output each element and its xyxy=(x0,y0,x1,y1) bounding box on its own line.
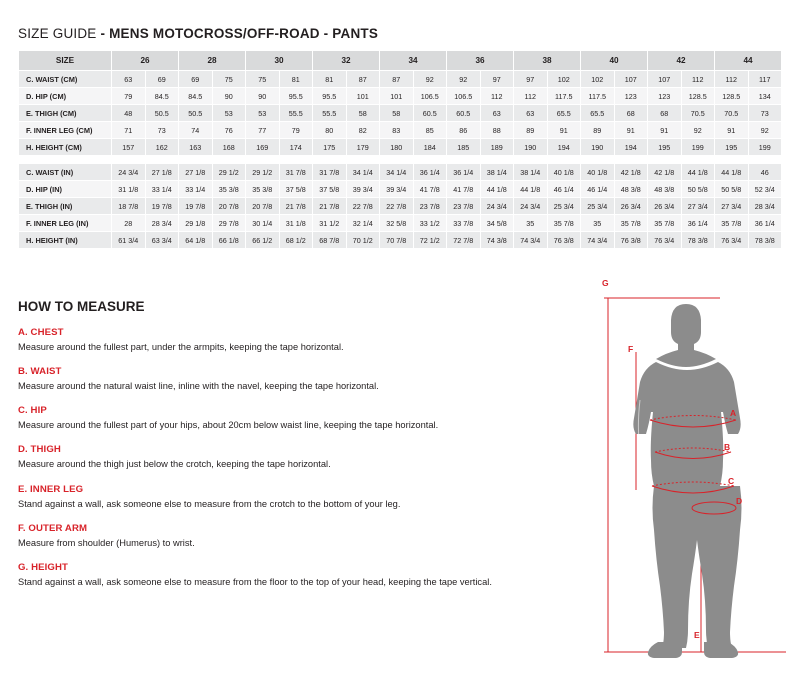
size-column-header: 34 xyxy=(380,51,447,71)
measurement-cell: 77 xyxy=(246,122,280,139)
measurement-cell: 74 3/4 xyxy=(514,232,548,249)
measure-instruction xyxy=(18,444,598,470)
measurement-cell: 30 1/4 xyxy=(246,215,280,232)
measurement-cell: 44 1/8 xyxy=(681,164,715,181)
measurement-cell: 180 xyxy=(380,139,414,156)
measurement-cell: 92 xyxy=(748,122,782,139)
table-row xyxy=(19,139,782,156)
figure-label-d: D xyxy=(736,496,743,506)
measurement-cell: 31 1/8 xyxy=(279,215,313,232)
measurement-cell: 34 5/8 xyxy=(480,215,514,232)
measurement-cell: 87 xyxy=(380,71,414,88)
measurement-cell: 92 xyxy=(447,71,481,88)
size-column-header: 32 xyxy=(313,51,380,71)
measurement-row-label: E. THIGH (CM) xyxy=(19,105,112,122)
measurement-cell: 195 xyxy=(648,139,682,156)
measurement-cell: 63 xyxy=(480,105,514,122)
measurement-cell: 32 1/4 xyxy=(346,215,380,232)
measurement-cell: 76 3/4 xyxy=(648,232,682,249)
measurement-cell: 69 xyxy=(179,71,213,88)
measurement-cell: 36 1/4 xyxy=(748,215,782,232)
measurement-cell: 24 3/4 xyxy=(480,198,514,215)
table-section-spacer xyxy=(19,156,782,164)
measurement-cell: 46 1/4 xyxy=(547,181,581,198)
measurement-cell: 63 3/4 xyxy=(145,232,179,249)
measurement-cell: 48 3/8 xyxy=(648,181,682,198)
measure-instruction-text: Measure around the fullest part, under the armpits, keeping the tape horizontal. xyxy=(18,342,344,352)
measurement-cell: 168 xyxy=(212,139,246,156)
measurement-cell: 42 1/8 xyxy=(614,164,648,181)
measurement-cell: 69 xyxy=(145,71,179,88)
measurement-cell: 90 xyxy=(246,88,280,105)
measurement-cell: 28 xyxy=(112,215,146,232)
measurement-cell: 44 1/8 xyxy=(514,181,548,198)
measurement-row-label: F. INNER LEG (IN) xyxy=(19,215,112,232)
measurement-cell: 37 5/8 xyxy=(313,181,347,198)
measure-instruction xyxy=(18,405,598,431)
measure-instruction-list xyxy=(18,327,598,601)
measurement-cell: 22 7/8 xyxy=(346,198,380,215)
table-row xyxy=(19,198,782,215)
measurement-cell: 36 1/4 xyxy=(681,215,715,232)
measurement-cell: 86 xyxy=(447,122,481,139)
measurement-cell: 174 xyxy=(279,139,313,156)
measure-instruction xyxy=(18,484,598,510)
measurement-cell: 106.5 xyxy=(447,88,481,105)
measurement-cell: 64 1/8 xyxy=(179,232,213,249)
measurement-cell: 35 7/8 xyxy=(547,215,581,232)
measurement-cell: 44 1/8 xyxy=(480,181,514,198)
measurement-cell: 97 xyxy=(480,71,514,88)
measurement-cell: 112 xyxy=(715,71,749,88)
measurement-cell: 90 xyxy=(212,88,246,105)
measure-instruction-title: D. THIGH xyxy=(18,444,61,456)
measurement-cell: 35 7/8 xyxy=(715,215,749,232)
size-column-header: 28 xyxy=(179,51,246,71)
measurement-cell: 81 xyxy=(279,71,313,88)
measurement-cell: 37 5/8 xyxy=(279,181,313,198)
measurement-cell: 29 1/8 xyxy=(179,215,213,232)
measurement-cell: 41 7/8 xyxy=(413,181,447,198)
page-title-suffix: - MENS MOTOCROSS/OFF-ROAD - PANTS xyxy=(100,26,379,41)
measurement-cell: 84.5 xyxy=(179,88,213,105)
measurement-cell: 91 xyxy=(648,122,682,139)
measure-instruction-title: E. INNER LEG xyxy=(18,483,84,495)
measurement-cell: 46 1/4 xyxy=(581,181,615,198)
measurement-cell: 185 xyxy=(447,139,481,156)
measurement-cell: 50 5/8 xyxy=(681,181,715,198)
figure-label-f: F xyxy=(628,344,634,354)
measurement-cell: 31 1/2 xyxy=(313,215,347,232)
measurement-cell: 35 xyxy=(514,215,548,232)
measurement-cell: 128.5 xyxy=(715,88,749,105)
measurement-cell: 50 5/8 xyxy=(715,181,749,198)
measurement-cell: 70 7/8 xyxy=(380,232,414,249)
measurement-cell: 85 xyxy=(413,122,447,139)
measurement-cell: 68 xyxy=(648,105,682,122)
measurement-cell: 65.5 xyxy=(581,105,615,122)
measurement-cell: 21 7/8 xyxy=(279,198,313,215)
measurement-cell: 48 3/8 xyxy=(614,181,648,198)
measurement-cell: 24 3/4 xyxy=(112,164,146,181)
measurement-cell: 31 1/8 xyxy=(112,181,146,198)
measurement-cell: 48 xyxy=(112,105,146,122)
measurement-row-label: E. THIGH (IN) xyxy=(19,198,112,215)
table-row xyxy=(19,71,782,88)
measurement-cell: 190 xyxy=(514,139,548,156)
measurement-cell: 95.5 xyxy=(279,88,313,105)
measure-instruction-text: Stand against a wall, ask someone else to measure from the crotch to the bottom of your leg. xyxy=(18,498,401,509)
measurement-cell: 101 xyxy=(380,88,414,105)
measurement-cell: 40 1/8 xyxy=(581,164,615,181)
measurement-cell: 74 3/8 xyxy=(480,232,514,249)
measurement-cell: 19 7/8 xyxy=(145,198,179,215)
measurement-cell: 31 7/8 xyxy=(313,164,347,181)
measurement-cell: 117 xyxy=(748,71,782,88)
measurement-cell: 134 xyxy=(748,88,782,105)
measurement-cell: 18 7/8 xyxy=(112,198,146,215)
measurement-row-label: F. INNER LEG (CM) xyxy=(19,122,112,139)
size-table xyxy=(18,50,782,249)
measurement-cell: 76 3/8 xyxy=(547,232,581,249)
measure-instruction-title: F. OUTER ARM xyxy=(18,522,88,534)
measurement-cell: 35 7/8 xyxy=(614,215,648,232)
measurement-cell: 92 xyxy=(413,71,447,88)
measurement-cell: 26 3/4 xyxy=(648,198,682,215)
measurement-cell: 74 xyxy=(179,122,213,139)
measurement-cell: 189 xyxy=(480,139,514,156)
measurement-cell: 199 xyxy=(748,139,782,156)
measurement-cell: 52 3/4 xyxy=(748,181,782,198)
table-row xyxy=(19,164,782,181)
measurement-cell: 70.5 xyxy=(715,105,749,122)
measurement-cell: 38 1/4 xyxy=(480,164,514,181)
measurement-cell: 60.5 xyxy=(413,105,447,122)
measure-instruction-text: Measure around the thigh just below the crotch, keeping the tape horizontal. xyxy=(18,459,331,470)
measurement-cell: 184 xyxy=(413,139,447,156)
measure-instruction-title: A. CHEST xyxy=(18,327,64,338)
measurement-cell: 102 xyxy=(581,71,615,88)
measurement-cell: 72 7/8 xyxy=(447,232,481,249)
measurement-cell: 87 xyxy=(346,71,380,88)
measurement-cell: 112 xyxy=(681,71,715,88)
measurement-cell: 53 xyxy=(212,105,246,122)
size-table-corner-label: SIZE xyxy=(19,51,112,71)
measurement-cell: 76 3/4 xyxy=(715,232,749,249)
measurement-cell: 101 xyxy=(346,88,380,105)
measure-instruction-title: C. HIP xyxy=(18,405,47,417)
measurement-cell: 29 1/2 xyxy=(212,164,246,181)
table-row xyxy=(19,181,782,198)
measurement-cell: 76 3/8 xyxy=(614,232,648,249)
measurement-cell: 179 xyxy=(346,139,380,156)
measure-instruction-text: Measure from shoulder (Humerus) to wrist. xyxy=(18,537,195,548)
size-table-header-row xyxy=(19,51,782,71)
figure-label-b: B xyxy=(724,442,731,452)
table-row xyxy=(19,88,782,105)
measurement-cell: 41 7/8 xyxy=(447,181,481,198)
size-column-header: 26 xyxy=(112,51,179,71)
measure-instruction-title: B. WAIST xyxy=(18,366,62,378)
measurement-cell: 88 xyxy=(480,122,514,139)
measurement-cell: 78 3/8 xyxy=(681,232,715,249)
measurement-cell: 39 3/4 xyxy=(346,181,380,198)
measurement-cell: 28 3/4 xyxy=(145,215,179,232)
measurement-cell: 71 xyxy=(112,122,146,139)
measurement-cell: 84.5 xyxy=(145,88,179,105)
measurement-cell: 73 xyxy=(145,122,179,139)
measurement-cell: 175 xyxy=(313,139,347,156)
measurement-cell: 19 7/8 xyxy=(179,198,213,215)
table-row xyxy=(19,232,782,249)
measurement-cell: 33 1/4 xyxy=(179,181,213,198)
size-column-header: 36 xyxy=(447,51,514,71)
measurement-cell: 83 xyxy=(380,122,414,139)
measurement-cell: 70.5 xyxy=(681,105,715,122)
measurement-cell: 61 3/4 xyxy=(112,232,146,249)
figure-label-c: C xyxy=(728,476,735,486)
measurement-cell: 169 xyxy=(246,139,280,156)
measurement-cell: 35 3/8 xyxy=(212,181,246,198)
measurement-cell: 68 xyxy=(614,105,648,122)
size-column-header: 42 xyxy=(648,51,715,71)
measurement-cell: 68 7/8 xyxy=(313,232,347,249)
size-column-header: 38 xyxy=(514,51,581,71)
measurement-cell: 27 3/4 xyxy=(715,198,749,215)
measurement-cell: 123 xyxy=(648,88,682,105)
measure-instruction xyxy=(18,366,598,392)
measure-instruction xyxy=(18,523,598,549)
measurement-cell: 44 1/8 xyxy=(715,164,749,181)
measurement-cell: 92 xyxy=(681,122,715,139)
measure-instruction-title: G. HEIGHT xyxy=(18,561,68,573)
measurement-row-label: C. WAIST (CM) xyxy=(19,71,112,88)
measurement-cell: 23 7/8 xyxy=(413,198,447,215)
measurement-cell: 74 3/4 xyxy=(581,232,615,249)
measurement-cell: 50.5 xyxy=(145,105,179,122)
size-column-header: 30 xyxy=(246,51,313,71)
measurement-cell: 32 5/8 xyxy=(380,215,414,232)
measurement-cell: 72 1/2 xyxy=(413,232,447,249)
measurement-cell: 117.5 xyxy=(547,88,581,105)
measurement-cell: 91 xyxy=(547,122,581,139)
figure-label-g: G xyxy=(602,278,609,288)
measure-instruction xyxy=(18,562,598,588)
measurement-cell: 63 xyxy=(514,105,548,122)
measurement-cell: 91 xyxy=(614,122,648,139)
measurement-cell: 97 xyxy=(514,71,548,88)
size-column-header: 40 xyxy=(581,51,648,71)
measurement-cell: 89 xyxy=(514,122,548,139)
measurement-cell: 58 xyxy=(380,105,414,122)
measurement-cell: 194 xyxy=(547,139,581,156)
measurement-cell: 68 1/2 xyxy=(279,232,313,249)
measurement-cell: 25 3/4 xyxy=(581,198,615,215)
measurement-cell: 55.5 xyxy=(279,105,313,122)
table-row xyxy=(19,122,782,139)
measurement-cell: 91 xyxy=(715,122,749,139)
measurement-cell: 27 3/4 xyxy=(681,198,715,215)
measurement-cell: 40 1/8 xyxy=(547,164,581,181)
measurement-cell: 27 1/8 xyxy=(145,164,179,181)
measurement-cell: 28 3/4 xyxy=(748,198,782,215)
measure-instruction-text: Stand against a wall, ask someone else to measure from the floor to the top of your head, keeping the tape vertical. xyxy=(18,576,492,587)
measurement-cell: 80 xyxy=(313,122,347,139)
measurement-cell: 21 7/8 xyxy=(313,198,347,215)
measurement-cell: 66 1/8 xyxy=(212,232,246,249)
measurement-cell: 89 xyxy=(581,122,615,139)
measurement-cell: 22 7/8 xyxy=(380,198,414,215)
size-column-header: 44 xyxy=(715,51,782,71)
measurement-cell: 157 xyxy=(112,139,146,156)
measurement-cell: 117.5 xyxy=(581,88,615,105)
measurement-cell: 38 1/4 xyxy=(514,164,548,181)
measurement-cell: 190 xyxy=(581,139,615,156)
measurement-cell: 53 xyxy=(246,105,280,122)
measurement-cell: 82 xyxy=(346,122,380,139)
page-title xyxy=(18,26,378,41)
measurement-cell: 95.5 xyxy=(313,88,347,105)
measurement-cell: 24 3/4 xyxy=(514,198,548,215)
measure-instruction-text: Measure around the natural waist line, inline with the navel, keeping the tape horizontal. xyxy=(18,381,379,392)
measurement-row-label: H. HEIGHT (IN) xyxy=(19,232,112,249)
measurement-row-label: C. WAIST (IN) xyxy=(19,164,112,181)
measurement-cell: 27 1/8 xyxy=(179,164,213,181)
measurement-cell: 107 xyxy=(614,71,648,88)
measurement-cell: 112 xyxy=(514,88,548,105)
measurement-cell: 106.5 xyxy=(413,88,447,105)
measurement-cell: 35 3/8 xyxy=(246,181,280,198)
measurement-cell: 195 xyxy=(715,139,749,156)
measurement-cell: 60.5 xyxy=(447,105,481,122)
measurement-cell: 35 7/8 xyxy=(648,215,682,232)
measurement-cell: 79 xyxy=(279,122,313,139)
measure-instruction-text: Measure around the fullest part of your hips, about 20cm below waist line, keeping the tape horizontal. xyxy=(18,420,439,431)
measurement-cell: 102 xyxy=(547,71,581,88)
measurement-cell: 73 xyxy=(748,105,782,122)
measurement-row-label: H. HEIGHT (CM) xyxy=(19,139,112,156)
measurement-row-label: D. HIP (CM) xyxy=(19,88,112,105)
measurement-cell: 46 xyxy=(748,164,782,181)
measurement-cell: 65.5 xyxy=(547,105,581,122)
how-to-measure-heading: HOW TO MEASURE xyxy=(18,299,145,314)
measurement-cell: 36 1/4 xyxy=(447,164,481,181)
measurement-cell: 70 1/2 xyxy=(346,232,380,249)
measurement-cell: 39 3/4 xyxy=(380,181,414,198)
measurement-cell: 33 1/4 xyxy=(145,181,179,198)
measurement-cell: 107 xyxy=(648,71,682,88)
measurement-cell: 33 1/2 xyxy=(413,215,447,232)
measurement-cell: 36 1/4 xyxy=(413,164,447,181)
measurement-cell: 78 3/8 xyxy=(748,232,782,249)
measurement-cell: 66 1/2 xyxy=(246,232,280,249)
table-row xyxy=(19,215,782,232)
measure-instruction xyxy=(18,327,598,353)
measurement-cell: 29 7/8 xyxy=(212,215,246,232)
measurement-cell: 25 3/4 xyxy=(547,198,581,215)
measurement-cell: 81 xyxy=(313,71,347,88)
figure-label-a: A xyxy=(730,408,737,418)
measurement-cell: 55.5 xyxy=(313,105,347,122)
measurement-cell: 163 xyxy=(179,139,213,156)
measurement-cell: 63 xyxy=(112,71,146,88)
measurement-cell: 20 7/8 xyxy=(246,198,280,215)
measurement-cell: 31 7/8 xyxy=(279,164,313,181)
measurement-cell: 194 xyxy=(614,139,648,156)
table-row xyxy=(19,105,782,122)
measurement-cell: 112 xyxy=(480,88,514,105)
measurement-cell: 123 xyxy=(614,88,648,105)
measurement-cell: 79 xyxy=(112,88,146,105)
measurement-cell: 76 xyxy=(212,122,246,139)
figure-label-e: E xyxy=(694,630,700,640)
measurement-cell: 20 7/8 xyxy=(212,198,246,215)
measurement-cell: 128.5 xyxy=(681,88,715,105)
measurement-cell: 35 xyxy=(581,215,615,232)
measurement-cell: 75 xyxy=(212,71,246,88)
measurement-cell: 26 3/4 xyxy=(614,198,648,215)
measurement-cell: 33 7/8 xyxy=(447,215,481,232)
measurement-cell: 23 7/8 xyxy=(447,198,481,215)
measurement-cell: 50.5 xyxy=(179,105,213,122)
page-title-prefix: SIZE GUIDE xyxy=(18,26,97,41)
measurement-row-label: D. HIP (IN) xyxy=(19,181,112,198)
measurement-cell: 199 xyxy=(681,139,715,156)
measurement-cell: 34 1/4 xyxy=(346,164,380,181)
measurement-cell: 29 1/2 xyxy=(246,164,280,181)
body-measurement-diagram xyxy=(600,278,790,660)
measurement-cell: 162 xyxy=(145,139,179,156)
measurement-cell: 34 1/4 xyxy=(380,164,414,181)
measurement-cell: 75 xyxy=(246,71,280,88)
measurement-cell: 42 1/8 xyxy=(648,164,682,181)
measurement-cell: 58 xyxy=(346,105,380,122)
